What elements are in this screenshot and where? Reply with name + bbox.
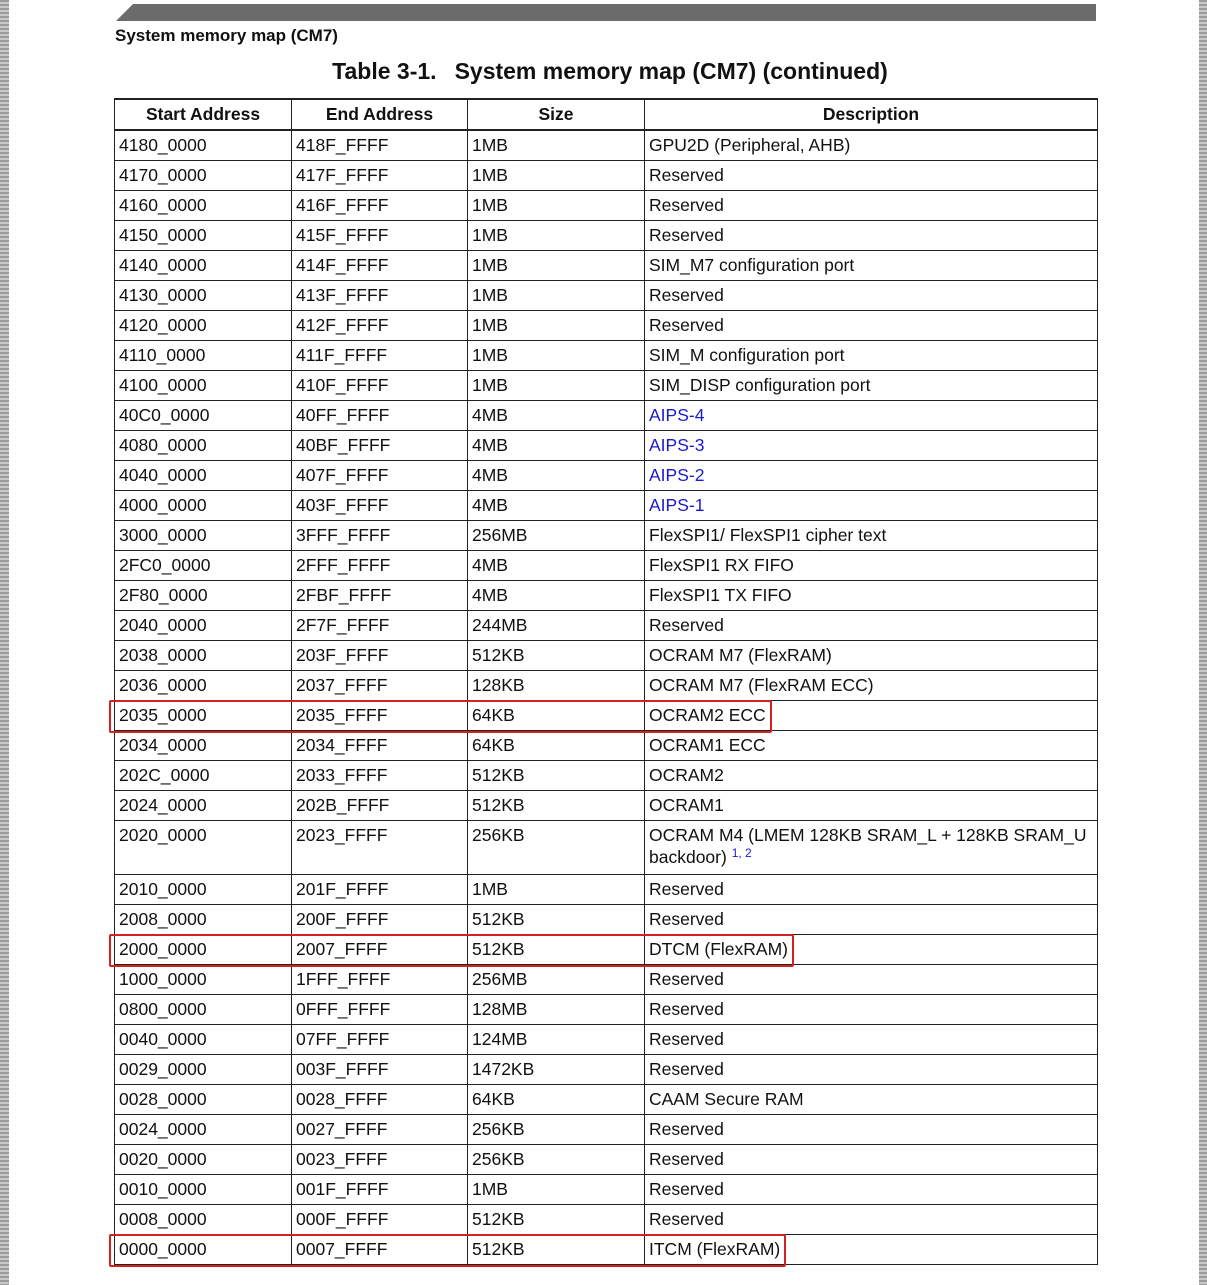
cell-end: 2F7F_FFFF bbox=[292, 611, 468, 641]
cell-end: 414F_FFFF bbox=[292, 251, 468, 281]
cell-description bbox=[645, 551, 1098, 581]
table-row bbox=[115, 371, 1098, 401]
cell-size: 256MB bbox=[468, 521, 645, 551]
cell-start: 2010_0000 bbox=[115, 875, 292, 905]
cell-size: 4MB bbox=[468, 551, 645, 581]
table-row bbox=[115, 761, 1098, 791]
table-row bbox=[115, 1085, 1098, 1115]
cell-description bbox=[645, 1025, 1098, 1055]
cell-start: 2038_0000 bbox=[115, 641, 292, 671]
cell-start: 0024_0000 bbox=[115, 1115, 292, 1145]
table-row bbox=[115, 905, 1098, 935]
cell-size: 4MB bbox=[468, 401, 645, 431]
cell-end: 200F_FFFF bbox=[292, 905, 468, 935]
section-header-bar bbox=[116, 4, 1096, 21]
description-link[interactable]: AIPS-3 bbox=[649, 435, 705, 455]
table-caption bbox=[116, 58, 1104, 85]
description-text: Reserved bbox=[649, 225, 724, 245]
description-text: OCRAM M7 (FlexRAM) bbox=[649, 645, 832, 665]
cell-end: 1FFF_FFFF bbox=[292, 965, 468, 995]
table-row bbox=[115, 1145, 1098, 1175]
description-text: Reserved bbox=[649, 1029, 724, 1049]
table-row bbox=[115, 311, 1098, 341]
cell-description bbox=[645, 641, 1098, 671]
cell-start: 2035_0000 bbox=[115, 701, 292, 731]
cell-end: 0FFF_FFFF bbox=[292, 995, 468, 1025]
cell-size: 512KB bbox=[468, 1235, 645, 1265]
cell-start: 4080_0000 bbox=[115, 431, 292, 461]
table-row bbox=[115, 461, 1098, 491]
cell-size: 1MB bbox=[468, 221, 645, 251]
cell-start: 1000_0000 bbox=[115, 965, 292, 995]
cell-start: 4130_0000 bbox=[115, 281, 292, 311]
cell-description bbox=[645, 1055, 1098, 1085]
description-text: GPU2D (Peripheral, AHB) bbox=[649, 135, 851, 155]
description-text: ITCM (FlexRAM) bbox=[649, 1239, 781, 1259]
cell-start: 2F80_0000 bbox=[115, 581, 292, 611]
cell-start: 4150_0000 bbox=[115, 221, 292, 251]
cell-size: 4MB bbox=[468, 431, 645, 461]
description-text: OCRAM2 ECC bbox=[649, 705, 766, 725]
cell-start: 0029_0000 bbox=[115, 1055, 292, 1085]
cell-description bbox=[645, 521, 1098, 551]
description-text: Reserved bbox=[649, 879, 724, 899]
cell-end: 403F_FFFF bbox=[292, 491, 468, 521]
table-row bbox=[115, 701, 1098, 731]
table-row bbox=[115, 130, 1098, 161]
cell-end: 418F_FFFF bbox=[292, 130, 468, 161]
cell-size: 1MB bbox=[468, 281, 645, 311]
table-number: Table 3-1. bbox=[332, 58, 437, 84]
cell-description bbox=[645, 821, 1098, 875]
cell-size: 128MB bbox=[468, 995, 645, 1025]
table-row bbox=[115, 431, 1098, 461]
table-row bbox=[115, 221, 1098, 251]
cell-end: 2034_FFFF bbox=[292, 731, 468, 761]
cell-description bbox=[645, 791, 1098, 821]
description-text: FlexSPI1 RX FIFO bbox=[649, 555, 794, 575]
cell-start: 0800_0000 bbox=[115, 995, 292, 1025]
cell-end: 2037_FFFF bbox=[292, 671, 468, 701]
table-title: System memory map (CM7) (continued) bbox=[454, 58, 888, 84]
cell-description bbox=[645, 731, 1098, 761]
cell-end: 412F_FFFF bbox=[292, 311, 468, 341]
description-text: Reserved bbox=[649, 315, 724, 335]
cell-start: 2034_0000 bbox=[115, 731, 292, 761]
cell-description bbox=[645, 1205, 1098, 1235]
cell-description bbox=[645, 965, 1098, 995]
table-row bbox=[115, 875, 1098, 905]
cell-description bbox=[645, 611, 1098, 641]
cell-end: 2033_FFFF bbox=[292, 761, 468, 791]
cell-size: 1472KB bbox=[468, 1055, 645, 1085]
table-row bbox=[115, 491, 1098, 521]
cell-description bbox=[645, 995, 1098, 1025]
cell-description bbox=[645, 1115, 1098, 1145]
cell-description bbox=[645, 761, 1098, 791]
cell-end: 07FF_FFFF bbox=[292, 1025, 468, 1055]
cell-start: 4120_0000 bbox=[115, 311, 292, 341]
cell-size: 1MB bbox=[468, 311, 645, 341]
cell-size: 124MB bbox=[468, 1025, 645, 1055]
cell-end: 411F_FFFF bbox=[292, 341, 468, 371]
cell-start: 2036_0000 bbox=[115, 671, 292, 701]
cell-end: 2FFF_FFFF bbox=[292, 551, 468, 581]
cell-end: 415F_FFFF bbox=[292, 221, 468, 251]
cell-end: 0028_FFFF bbox=[292, 1085, 468, 1115]
cell-description bbox=[645, 1085, 1098, 1115]
description-text: SIM_DISP configuration port bbox=[649, 375, 871, 395]
cell-size: 256KB bbox=[468, 821, 645, 875]
page-edge-right bbox=[1199, 0, 1207, 1285]
description-text: OCRAM M7 (FlexRAM ECC) bbox=[649, 675, 874, 695]
cell-size: 64KB bbox=[468, 731, 645, 761]
cell-start: 0010_0000 bbox=[115, 1175, 292, 1205]
description-text: OCRAM1 ECC bbox=[649, 735, 766, 755]
cell-start: 4000_0000 bbox=[115, 491, 292, 521]
description-text: Reserved bbox=[649, 1179, 724, 1199]
cell-start: 40C0_0000 bbox=[115, 401, 292, 431]
page-edge-left bbox=[0, 0, 9, 1285]
cell-size: 512KB bbox=[468, 761, 645, 791]
description-text: DTCM (FlexRAM) bbox=[649, 939, 789, 959]
description-text: SIM_M configuration port bbox=[649, 345, 845, 365]
cell-end: 417F_FFFF bbox=[292, 161, 468, 191]
table-row bbox=[115, 401, 1098, 431]
description-text: FlexSPI1/ FlexSPI1 cipher text bbox=[649, 525, 887, 545]
description-text: Reserved bbox=[649, 1209, 724, 1229]
cell-description bbox=[645, 341, 1098, 371]
cell-description bbox=[645, 701, 1098, 731]
header-end-address: End Address bbox=[292, 99, 468, 130]
cell-size: 256KB bbox=[468, 1115, 645, 1145]
cell-end: 003F_FFFF bbox=[292, 1055, 468, 1085]
table-row bbox=[115, 611, 1098, 641]
cell-end: 203F_FFFF bbox=[292, 641, 468, 671]
description-text: Reserved bbox=[649, 969, 724, 989]
description-link[interactable]: AIPS-4 bbox=[649, 405, 705, 425]
table-row bbox=[115, 641, 1098, 671]
table-row bbox=[115, 935, 1098, 965]
table-row bbox=[115, 281, 1098, 311]
table-row bbox=[115, 1235, 1098, 1265]
cell-end: 0027_FFFF bbox=[292, 1115, 468, 1145]
table-row bbox=[115, 341, 1098, 371]
cell-end: 2007_FFFF bbox=[292, 935, 468, 965]
cell-start: 0000_0000 bbox=[115, 1235, 292, 1265]
cell-end: 0023_FFFF bbox=[292, 1145, 468, 1175]
cell-size: 1MB bbox=[468, 1175, 645, 1205]
description-text: Reserved bbox=[649, 1149, 724, 1169]
description-text: Reserved bbox=[649, 285, 724, 305]
table-row bbox=[115, 731, 1098, 761]
memory-map-table bbox=[114, 98, 1098, 1265]
cell-size: 64KB bbox=[468, 1085, 645, 1115]
table-row bbox=[115, 965, 1098, 995]
table-row bbox=[115, 1025, 1098, 1055]
cell-description bbox=[645, 191, 1098, 221]
cell-size: 1MB bbox=[468, 341, 645, 371]
cell-size: 512KB bbox=[468, 791, 645, 821]
cell-start: 2FC0_0000 bbox=[115, 551, 292, 581]
description-text: OCRAM M4 (LMEM 128KB SRAM_L + 128KB SRAM_U backdoor) bbox=[649, 825, 1087, 867]
cell-description bbox=[645, 251, 1098, 281]
cell-description bbox=[645, 371, 1098, 401]
cell-size: 244MB bbox=[468, 611, 645, 641]
cell-start: 4040_0000 bbox=[115, 461, 292, 491]
cell-size: 1MB bbox=[468, 130, 645, 161]
cell-start: 2008_0000 bbox=[115, 905, 292, 935]
cell-size: 4MB bbox=[468, 581, 645, 611]
cell-description bbox=[645, 130, 1098, 161]
cell-description bbox=[645, 461, 1098, 491]
description-text: Reserved bbox=[649, 195, 724, 215]
cell-description bbox=[645, 935, 1098, 965]
cell-size: 4MB bbox=[468, 491, 645, 521]
description-text: OCRAM1 bbox=[649, 795, 724, 815]
cell-size: 1MB bbox=[468, 251, 645, 281]
description-text: Reserved bbox=[649, 1119, 724, 1139]
cell-end: 000F_FFFF bbox=[292, 1205, 468, 1235]
cell-size: 512KB bbox=[468, 905, 645, 935]
cell-end: 2FBF_FFFF bbox=[292, 581, 468, 611]
cell-size: 256KB bbox=[468, 1145, 645, 1175]
cell-start: 4160_0000 bbox=[115, 191, 292, 221]
description-link[interactable]: AIPS-2 bbox=[649, 465, 705, 485]
cell-start: 2024_0000 bbox=[115, 791, 292, 821]
cell-start: 4170_0000 bbox=[115, 161, 292, 191]
cell-end: 001F_FFFF bbox=[292, 1175, 468, 1205]
table-row bbox=[115, 671, 1098, 701]
description-text: Reserved bbox=[649, 999, 724, 1019]
cell-description bbox=[645, 281, 1098, 311]
cell-start: 4110_0000 bbox=[115, 341, 292, 371]
table-row bbox=[115, 251, 1098, 281]
table-row bbox=[115, 1115, 1098, 1145]
header-size: Size bbox=[468, 99, 645, 130]
description-text: Reserved bbox=[649, 165, 724, 185]
cell-size: 64KB bbox=[468, 701, 645, 731]
cell-start: 0028_0000 bbox=[115, 1085, 292, 1115]
cell-size: 512KB bbox=[468, 641, 645, 671]
description-text: Reserved bbox=[649, 909, 724, 929]
cell-end: 202B_FFFF bbox=[292, 791, 468, 821]
description-text: CAAM Secure RAM bbox=[649, 1089, 804, 1109]
cell-end: 2035_FFFF bbox=[292, 701, 468, 731]
cell-size: 256MB bbox=[468, 965, 645, 995]
cell-description bbox=[645, 491, 1098, 521]
cell-start: 202C_0000 bbox=[115, 761, 292, 791]
cell-size: 1MB bbox=[468, 161, 645, 191]
cell-end: 416F_FFFF bbox=[292, 191, 468, 221]
cell-end: 40BF_FFFF bbox=[292, 431, 468, 461]
cell-start: 3000_0000 bbox=[115, 521, 292, 551]
cell-description bbox=[645, 905, 1098, 935]
cell-size: 128KB bbox=[468, 671, 645, 701]
cell-description bbox=[645, 875, 1098, 905]
table-row bbox=[115, 791, 1098, 821]
table-row bbox=[115, 161, 1098, 191]
cell-end: 40FF_FFFF bbox=[292, 401, 468, 431]
description-text: OCRAM2 bbox=[649, 765, 724, 785]
cell-end: 3FFF_FFFF bbox=[292, 521, 468, 551]
cell-start: 4100_0000 bbox=[115, 371, 292, 401]
cell-description bbox=[645, 581, 1098, 611]
table-row bbox=[115, 821, 1098, 875]
cell-size: 1MB bbox=[468, 875, 645, 905]
cell-description bbox=[645, 1145, 1098, 1175]
cell-start: 2000_0000 bbox=[115, 935, 292, 965]
cell-start: 4140_0000 bbox=[115, 251, 292, 281]
section-title: System memory map (CM7) bbox=[115, 26, 338, 45]
table-row bbox=[115, 1175, 1098, 1205]
cell-end: 407F_FFFF bbox=[292, 461, 468, 491]
cell-description bbox=[645, 221, 1098, 251]
description-text: Reserved bbox=[649, 615, 724, 635]
table-row bbox=[115, 551, 1098, 581]
cell-description bbox=[645, 161, 1098, 191]
header-description: Description bbox=[645, 99, 1098, 130]
cell-description bbox=[645, 431, 1098, 461]
cell-size: 4MB bbox=[468, 461, 645, 491]
table-row bbox=[115, 521, 1098, 551]
cell-end: 0007_FFFF bbox=[292, 1235, 468, 1265]
cell-start: 0040_0000 bbox=[115, 1025, 292, 1055]
cell-end: 201F_FFFF bbox=[292, 875, 468, 905]
description-text: Reserved bbox=[649, 1059, 724, 1079]
cell-size: 1MB bbox=[468, 371, 645, 401]
table-row bbox=[115, 1055, 1098, 1085]
cell-end: 410F_FFFF bbox=[292, 371, 468, 401]
cell-start: 2040_0000 bbox=[115, 611, 292, 641]
cell-end: 413F_FFFF bbox=[292, 281, 468, 311]
footnote-reference[interactable]: 1, 2 bbox=[731, 846, 752, 860]
table-row bbox=[115, 995, 1098, 1025]
cell-size: 512KB bbox=[468, 935, 645, 965]
cell-description bbox=[645, 401, 1098, 431]
cell-description bbox=[645, 1235, 1098, 1265]
cell-description bbox=[645, 671, 1098, 701]
cell-end: 2023_FFFF bbox=[292, 821, 468, 875]
cell-size: 512KB bbox=[468, 1205, 645, 1235]
cell-description bbox=[645, 311, 1098, 341]
cell-start: 4180_0000 bbox=[115, 130, 292, 161]
header-start-address: Start Address bbox=[115, 99, 292, 130]
table-row bbox=[115, 1205, 1098, 1235]
description-link[interactable]: AIPS-1 bbox=[649, 495, 705, 515]
cell-description bbox=[645, 1175, 1098, 1205]
table-row bbox=[115, 581, 1098, 611]
cell-start: 0008_0000 bbox=[115, 1205, 292, 1235]
description-text: SIM_M7 configuration port bbox=[649, 255, 855, 275]
cell-start: 0020_0000 bbox=[115, 1145, 292, 1175]
table-row bbox=[115, 191, 1098, 221]
table-header-row bbox=[115, 99, 1098, 130]
cell-start: 2020_0000 bbox=[115, 821, 292, 875]
cell-size: 1MB bbox=[468, 191, 645, 221]
description-text: FlexSPI1 TX FIFO bbox=[649, 585, 792, 605]
